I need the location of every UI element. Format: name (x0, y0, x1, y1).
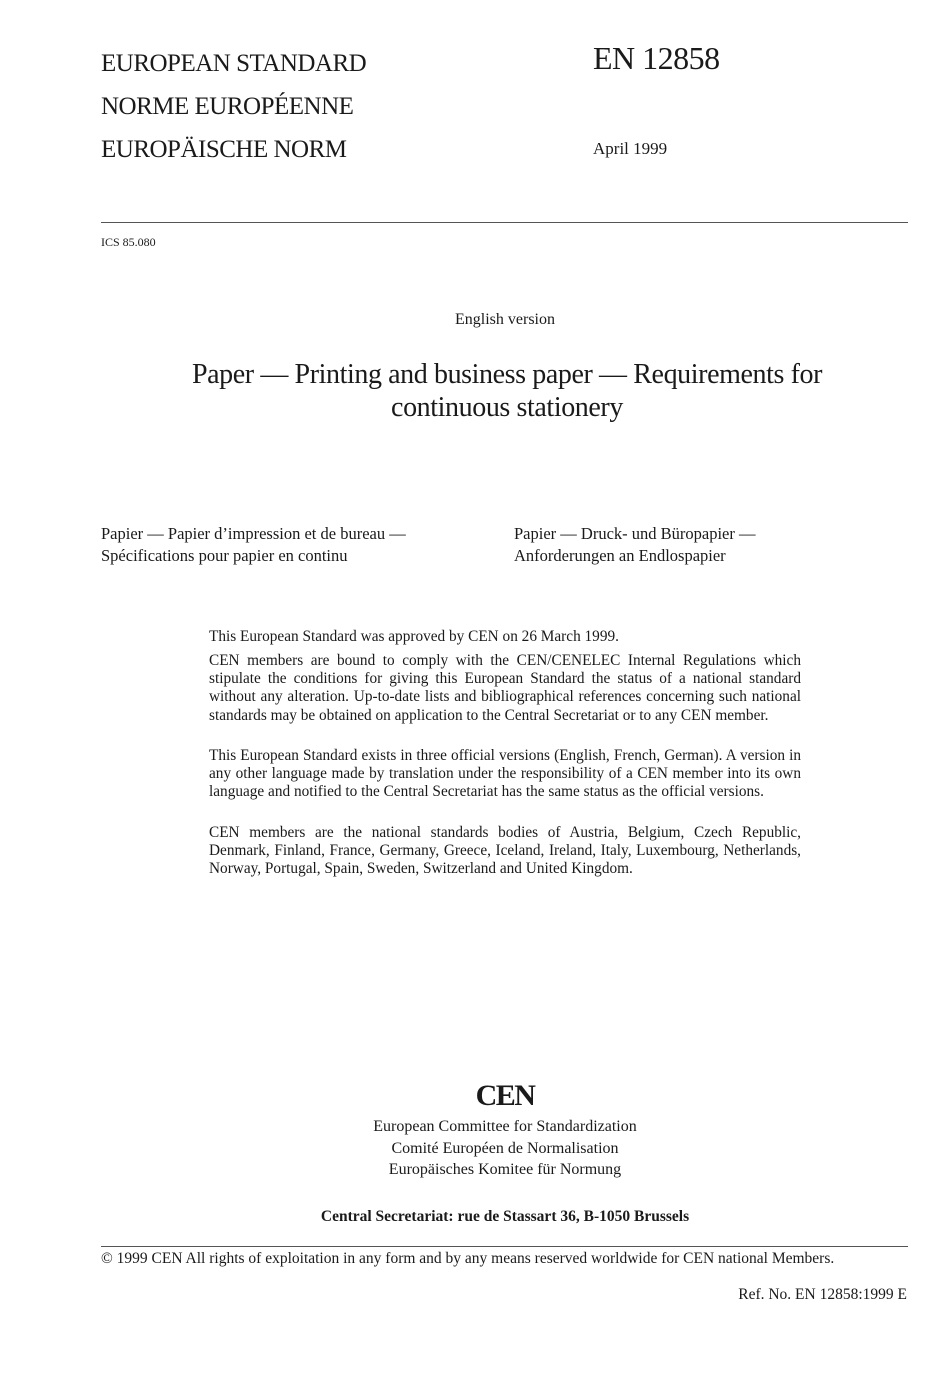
footer-divider (101, 1246, 908, 1247)
standard-number: EN 12858 (593, 40, 720, 76)
committee-name-french: Comité Européen de Normalisation (391, 1139, 619, 1157)
standard-name-english: EUROPEAN STANDARD (101, 50, 367, 77)
reference-number: Ref. No. EN 12858:1999 E (738, 1286, 907, 1303)
publication-date: April 1999 (593, 139, 668, 158)
header-divider (101, 222, 908, 223)
committee-names (30, 1116, 950, 1181)
french-title-line-2: Spécifications pour papier en continu (101, 546, 348, 565)
language-version: English version (455, 311, 555, 328)
cen-logo: CEN (475, 1079, 535, 1112)
german-title (514, 523, 755, 567)
standard-name-german: EUROPÄISCHE NORM (101, 136, 347, 163)
french-title-line-1: Papier — Papier d’impression et de bureau — (101, 524, 406, 543)
versions-paragraph: This European Standard exists in three official versions (English, French, German). A version in any other language made by translation under the responsibility of a CEN member into its own language and notified to the Central Secretariat has the same status as the official versions. (209, 747, 801, 801)
document-title (32, 358, 950, 424)
ics-code: ICS 85.080 (101, 235, 156, 249)
document-title-line-2: continuous stationery (391, 392, 623, 423)
german-title-line-1: Papier — Druck- und Büropapier — (514, 524, 756, 543)
approval-paragraph: This European Standard was approved by CEN on 26 March 1999. (209, 628, 619, 645)
copyright-notice: © 1999 CEN All rights of exploitation in any form and by any means reserved worldwide for CEN national Members. (101, 1250, 835, 1267)
german-title-line-2: Anforderungen an Endlospapier (514, 546, 726, 565)
regulations-paragraph: CEN members are bound to comply with the CEN/CENELEC Internal Regulations which stipulate the conditions for giving this European Standard the status of a national standard without any alteration. Up-to-date lists and bibliographical references concerning such national standards may be obtained on application to the Central Secretariat or to any CEN member. (209, 652, 801, 724)
secretariat-address: Central Secretariat: rue de Stassart 36, B-1050 Brussels (320, 1208, 690, 1225)
committee-name-german: Europäisches Komitee für Normung (388, 1161, 622, 1178)
committee-name-english: European Committee for Standardization (373, 1118, 637, 1135)
french-title (101, 523, 406, 567)
standard-name-french: NORME EUROPÉENNE (101, 93, 354, 120)
document-title-line-1: Paper — Printing and business paper — Requirements for (191, 359, 823, 390)
members-paragraph: CEN members are the national standards bodies of Austria, Belgium, Czech Republic, Denmark, Finland, France, Germany, Greece, Iceland, Ireland, Italy, Luxembourg, Netherlands, Norway, Portugal, Spain, Sweden, Switzerland and United Kingdom. (209, 824, 801, 878)
